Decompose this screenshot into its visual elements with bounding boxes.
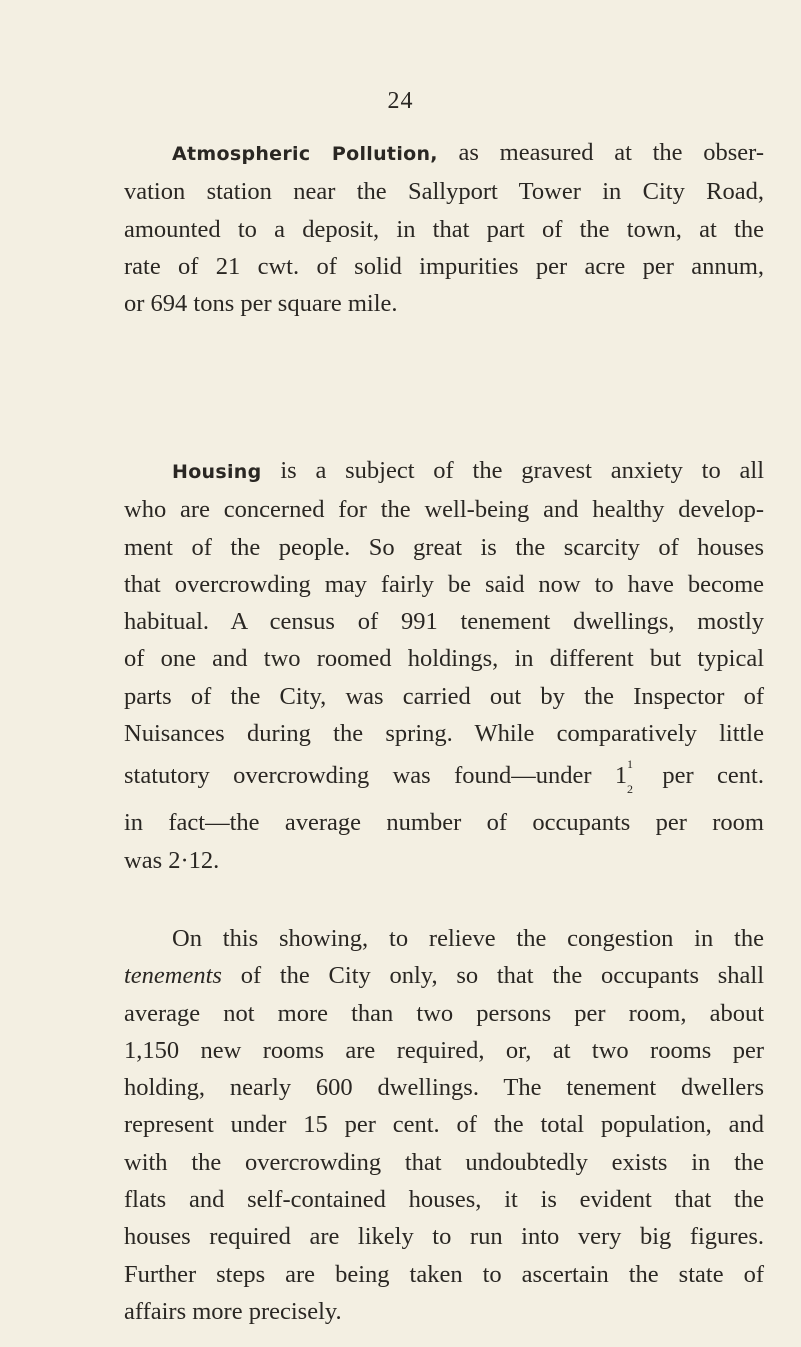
- paragraph-line: amounted to a deposit, in that part of the town, at the: [124, 215, 764, 243]
- fraction-numerator: 1: [626, 757, 633, 772]
- paragraph-line: that overcrowding may fairly be said now to have become: [124, 570, 764, 598]
- paragraph-line: vation station near the Sallyport Tower in City Road,: [124, 178, 764, 206]
- line-text: of the City only, so that the occupants shall: [240, 962, 765, 990]
- paragraph-line: [124, 752, 764, 804]
- paragraph-line: [124, 452, 764, 491]
- line-text: is a subject of the gravest anxiety to all: [280, 457, 765, 484]
- line-text: per cent.: [662, 762, 764, 790]
- italic-word-tenements: tenements: [124, 962, 222, 990]
- paragraph-line: Further steps are being taken to ascertain the state of: [124, 1260, 764, 1288]
- fraction-whole: 1: [614, 763, 627, 790]
- line-text: statutory overcrowding was found—under: [124, 762, 592, 790]
- paragraph-line: holding, nearly 600 dwellings. The tenement dwellers: [124, 1074, 764, 1102]
- paragraph-line: in fact—the average number of occupants per room: [124, 809, 764, 837]
- paragraph-atmospheric-pollution: [124, 134, 764, 322]
- paragraph-line: On this showing, to relieve the congestion in the: [172, 925, 764, 952]
- paragraph-line: average not more than two persons per room, about: [124, 999, 764, 1027]
- paragraph-line: with the overcrowding that undoubtedly exists in the: [124, 1148, 764, 1176]
- paragraph-line: rate of 21 cwt. of solid impurities per acre per annum,: [124, 252, 764, 280]
- page-number: 24: [387, 88, 414, 114]
- fraction-one-and-a-half: [615, 752, 639, 804]
- paragraph-line: was 2·12.: [124, 846, 220, 874]
- paragraph-line: represent under 15 per cent. of the total population, and: [124, 1111, 764, 1139]
- paragraph-line: houses required are likely to run into very big figures.: [124, 1223, 764, 1251]
- paragraph-line: affairs more precisely.: [124, 1297, 342, 1325]
- paragraph-line: habitual. A census of 991 tenement dwellings, mostly: [124, 608, 764, 636]
- paragraph-housing: [124, 452, 764, 879]
- line-text: as measured at the obser-: [458, 139, 764, 166]
- paragraph-line: 1,150 new rooms are required, or, at two rooms per: [124, 1036, 764, 1064]
- paragraph-line: of one and two roomed holdings, in different but typical: [124, 645, 764, 673]
- paragraph-line: or 694 tons per square mile.: [124, 290, 398, 318]
- paragraph-line: flats and self-contained houses, it is evident that the: [124, 1186, 764, 1214]
- paragraph-line: parts of the City, was carried out by the Inspector of: [124, 682, 764, 710]
- paragraph-line: who are concerned for the well-being and healthy develop-: [124, 496, 764, 524]
- paragraph-line: [124, 134, 764, 173]
- fraction-denominator: 2: [626, 782, 633, 797]
- paragraph-line: [124, 957, 764, 994]
- section-heading-housing: Housing: [172, 461, 262, 483]
- paragraph-line: Nuisances during the spring. While comparatively little: [124, 720, 764, 748]
- paragraph-on-this-showing: [124, 920, 764, 1330]
- section-heading-atmospheric-pollution: Atmospheric Pollution,: [172, 143, 438, 165]
- paragraph-line: ment of the people. So great is the scarcity of houses: [124, 533, 764, 561]
